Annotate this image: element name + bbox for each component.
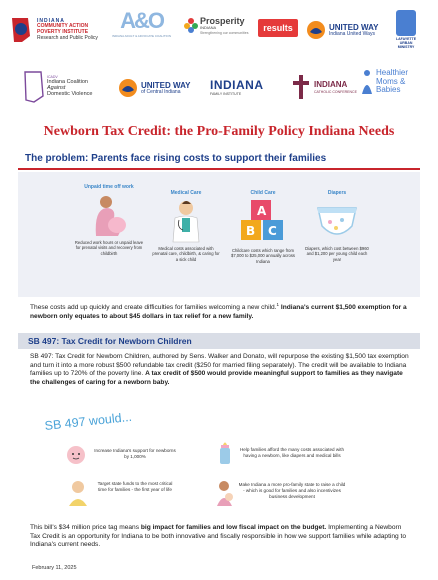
cost-label: Child Care <box>250 190 276 196</box>
svg-text:B: B <box>246 224 256 238</box>
partner-logos-row-1 <box>0 0 438 62</box>
prosperity-indiana-logo: Prosperity INDIANA Strengthening our communities <box>184 16 248 35</box>
costs-summary-paragraph: These costs add up quickly and create difficulties for families welcoming a new child.$^1$ Indiana's current $1,500 exemption for a newborn only equates to about $45 dollars in tax relief for a new family. <box>30 302 407 320</box>
feature-pro-family: Make Indiana a more pro-family state to raise a child - which is good for families and also incentivizes business development <box>238 482 346 499</box>
indiana-state-icon <box>10 16 34 44</box>
pregnant-woman-icon <box>86 192 132 238</box>
feature-support-increase: Increase Indiana's support for newborns by 1,000% <box>94 448 176 459</box>
abc-blocks-icon <box>237 198 289 246</box>
cross-icon <box>290 74 312 100</box>
cost-card-medical <box>151 190 221 262</box>
united-way-central-logo: UNITED WAY of Central Indiana <box>118 78 191 98</box>
partner-logos-row-2 <box>0 66 438 118</box>
sb497-paragraph: SB 497: Tax Credit for Newborn Children, authored by Sens. Walker and Donato, will repurpose the existing $1,500 tax exemption and turn it into a more robust $500 refundable tax credit ($250 for married filing separately). The credit will be available to Indiana families up to 720% of the poverty line. A tax credit of $500 would provide meaningful support to families as they navigate the challenges of caring for a newborn baby. <box>30 353 409 387</box>
feature-afford-costs: Help families afford the many costs associated with having a newborn, like diapers and medical bills <box>239 447 345 458</box>
heading-divider <box>18 168 420 170</box>
costs-panel <box>18 172 420 297</box>
cost-card-diapers <box>302 190 372 262</box>
doctor-icon <box>163 198 209 244</box>
lafayette-urban-ministry-logo: LAFAYETTE URBAN MINISTRY <box>396 10 416 49</box>
indiana-family-institute-logo: INDIANA FAMILY INSTITUTE <box>210 78 264 96</box>
flower-icon <box>184 17 198 33</box>
united-way-hand-icon <box>306 20 326 40</box>
document-date: February 11, 2025 <box>32 565 77 571</box>
feature-target-funds: Target state funds to the most critical time for families - the first year of life <box>97 481 173 492</box>
sb497-section-heading: SB 497: Tax Credit for Newborn Children <box>18 333 420 349</box>
cost-desc: Diapers, which cost between $960 and $1,200 per young child each year <box>305 246 369 262</box>
baby-face-icon <box>64 444 88 466</box>
cost-label: Unpaid time off work <box>84 184 134 190</box>
cost-desc: Reduced work hours or unpaid leave for prenatal visits and recovery from childbirth <box>74 240 144 256</box>
sb497-would-heading: SB 497 would... <box>44 409 133 433</box>
results-logo: results <box>258 19 298 37</box>
fiscal-impact-paragraph: This bill's $34 million price tag means big impact for families and low fiscal impact on the budget. Implementing a Newborn Tax Credit is an opportunity for Indiana to be both innovative and fiscally responsible in how we support families while adapting to Indiana's current needs. <box>30 524 407 549</box>
page-title: Newborn Tax Credit: the Pro-Family Policy Indiana Needs <box>43 124 395 139</box>
cost-desc: Medical costs associated with prenatal care, childbirth, & caring for a sick child <box>152 246 220 262</box>
cost-label: Medical Care <box>170 190 202 196</box>
cost-card-child-care <box>228 190 298 264</box>
cost-desc: Childcare costs which range from $7,000 to $25,000 annually across Indiana <box>230 248 296 264</box>
mother-icon <box>360 68 374 96</box>
community-action-logo: INDIANA COMMUNITY ACTION POVERTY INSTITUTE Research and Public Policy <box>10 16 98 44</box>
baby-sitting-icon <box>66 480 90 508</box>
lafayette-building-icon <box>396 10 416 36</box>
svg-text:A: A <box>257 204 267 218</box>
diaper-icon <box>314 198 360 244</box>
svg-text:C: C <box>268 224 277 238</box>
united-way-hand-icon <box>118 78 138 98</box>
cost-label: Diapers <box>327 190 347 196</box>
aoc-logo: A&O INDIANA ADULT & ADVOCATE COALITION <box>112 8 172 38</box>
catholic-conference-logo: INDIANA CATHOLIC CONFERENCE <box>290 74 357 100</box>
icadv-logo: ICADV Indiana Coalition Against Domestic Violence <box>22 68 92 104</box>
healthier-moms-babies-logo: Healthier Moms & Babies <box>360 68 408 96</box>
baby-bottle-icon <box>217 440 233 466</box>
mother-baby-icon <box>214 480 236 508</box>
indiana-outline-icon <box>22 68 46 104</box>
problem-heading: The problem: Parents face rising costs to support their families <box>25 153 327 164</box>
cost-card-unpaid-time <box>74 184 144 256</box>
united-way-indiana-logo: UNITED WAY Indiana United Ways <box>306 20 379 40</box>
